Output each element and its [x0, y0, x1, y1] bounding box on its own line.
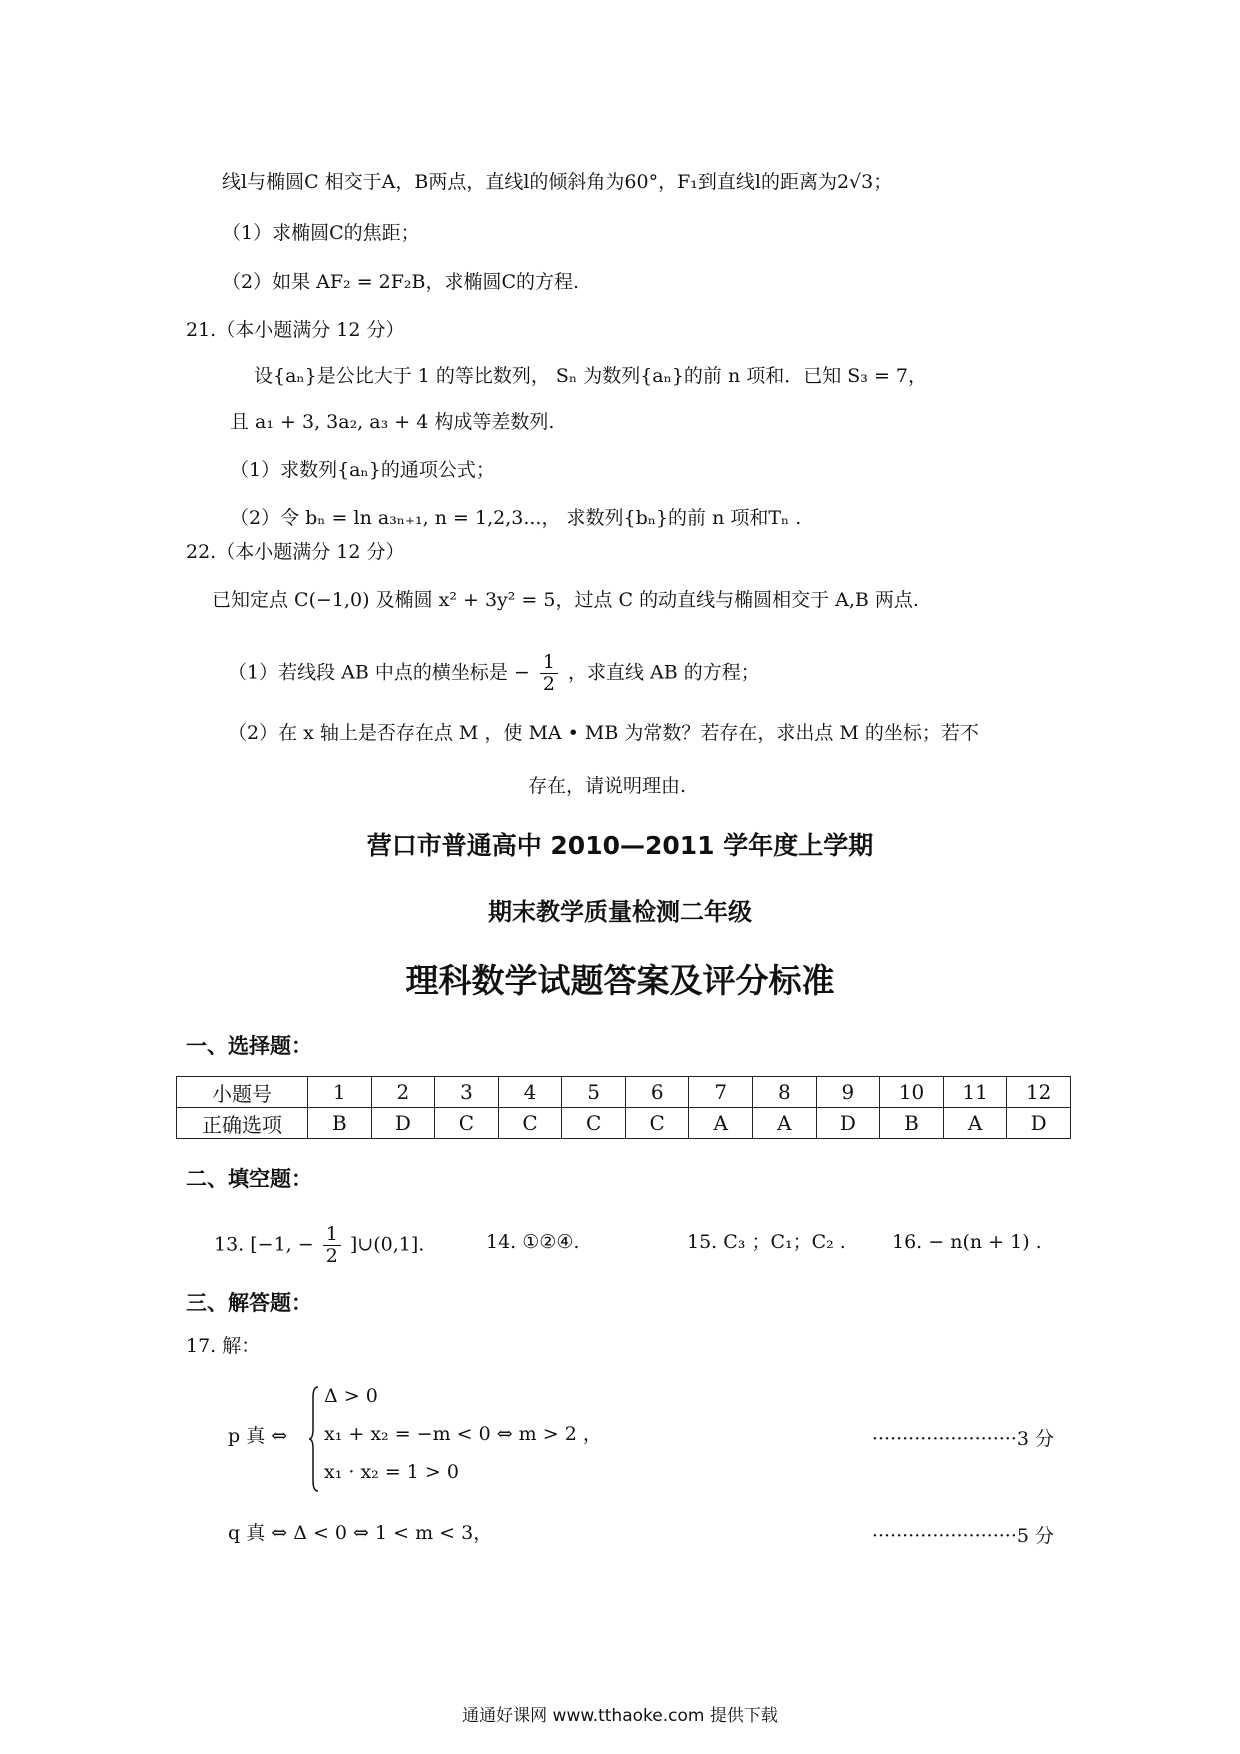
answer-choice: A — [943, 1108, 1007, 1139]
fraction-numerator: 1 — [323, 1224, 341, 1246]
section-choice-heading: 一、选择题： — [186, 1034, 312, 1058]
q13-pre: 13. [−1, − — [214, 1233, 314, 1256]
question-number: 10 — [880, 1077, 944, 1108]
question-number: 2 — [371, 1077, 435, 1108]
answer-choice: A — [689, 1108, 753, 1139]
q22-part2: （2）在 x 轴上是否存在点 M ，使 MA • MB 为常数？若存在，求出点 M 的坐标；若不 — [228, 722, 979, 744]
question-number: 7 — [689, 1077, 753, 1108]
section-fill-heading: 二、填空题： — [186, 1167, 312, 1191]
fraction-denominator: 2 — [542, 672, 555, 695]
question-number: 3 — [435, 1077, 499, 1108]
question-number: 6 — [625, 1077, 689, 1108]
question-number: 1 — [308, 1077, 372, 1108]
answer-choice: C — [498, 1108, 562, 1139]
answer-title-line3: 理科数学试题答案及评分标准 — [405, 961, 835, 1000]
q22-part1-post: ，求直线 AB 的方程； — [568, 661, 760, 684]
question-number: 4 — [498, 1077, 562, 1108]
table-row-label: 正确选项 — [177, 1108, 308, 1139]
q22-part1-pre: （1）若线段 AB 中点的横坐标是 − — [228, 661, 530, 684]
question-number: 12 — [1007, 1077, 1071, 1108]
q20-part1: （1）求椭圆C的焦距； — [222, 222, 420, 244]
q21-line2: 且 a₁ + 3, 3a₂, a₃ + 4 构成等差数列. — [230, 411, 555, 433]
fill-answer-14: 14. ①②④. — [486, 1231, 580, 1253]
table-row — [177, 1077, 1071, 1108]
fraction-denominator: 2 — [325, 1244, 338, 1267]
q21-part1: （1）求数列{aₙ}的通项公式； — [230, 459, 495, 481]
q21-title: 21.（本小题满分 12 分） — [186, 319, 405, 341]
question-number: 11 — [943, 1077, 1007, 1108]
answer-choice: C — [435, 1108, 499, 1139]
fill-answer-15: 15. C₃ ；C₁；C₂ . — [687, 1231, 846, 1253]
q17-q-score: ························5 分 — [871, 1525, 1054, 1547]
q17-case1: Δ > 0 — [324, 1385, 378, 1407]
answer-title-line1: 营口市普通高中 2010—2011 学年度上学期 — [366, 831, 874, 860]
fill-answer-16: 16. − n(n + 1) . — [892, 1231, 1042, 1253]
answer-choice: D — [816, 1108, 880, 1139]
question-number: 8 — [753, 1077, 817, 1108]
table-row — [177, 1108, 1071, 1139]
question-number: 5 — [562, 1077, 626, 1108]
fraction — [323, 1224, 341, 1267]
q21-line1: 设{aₙ}是公比大于 1 的等比数列， Sₙ 为数列{aₙ}的前 n 项和．已知 S₃ = 7， — [254, 365, 928, 387]
q17-q-line: q 真 ⇔ Δ < 0 ⇔ 1 < m < 3， — [228, 1522, 493, 1544]
answer-choice: A — [753, 1108, 817, 1139]
left-brace-icon — [309, 1385, 319, 1493]
fill-answer-13 — [214, 1224, 424, 1267]
q17-case2: x₁ + x₂ = −m < 0 ⇔ m > 2 ， — [324, 1423, 602, 1445]
q22-title: 22.（本小题满分 12 分） — [186, 541, 405, 563]
section-solution-heading: 三、解答题： — [186, 1291, 312, 1315]
answer-choice: C — [562, 1108, 626, 1139]
q17-p-score: ························3 分 — [871, 1428, 1054, 1450]
q22-part2-cont: 存在，请说明理由. — [528, 775, 687, 797]
q13-post: ]∪(0,1]. — [349, 1233, 425, 1256]
answer-choice: B — [308, 1108, 372, 1139]
answer-choice: C — [625, 1108, 689, 1139]
answer-choice: B — [880, 1108, 944, 1139]
q20-intro: 线l与椭圆C 相交于A，B两点，直线l的倾斜角为60°，F₁到直线l的距离为2√3； — [222, 171, 893, 193]
q20-part2: （2）如果 AF₂ = 2F₂B，求椭圆C的方程. — [222, 271, 580, 293]
q22-part1 — [228, 652, 760, 695]
fraction-numerator: 1 — [540, 652, 558, 674]
answer-title-line2: 期末教学质量检测二年级 — [488, 898, 752, 926]
question-number: 9 — [816, 1077, 880, 1108]
answer-choice: D — [1007, 1108, 1071, 1139]
q21-part2: （2）令 bₙ = ln a₃ₙ₊₁, n = 1,2,3...， 求数列{bₙ}的前 n 项和Tₙ . — [230, 507, 802, 529]
page-footer: 通通好课网 www.tthaoke.com 提供下载 — [462, 1706, 778, 1726]
choice-answer-table — [176, 1076, 1071, 1139]
table-row-label: 小题号 — [177, 1077, 308, 1108]
q17-label: 17. 解： — [186, 1335, 261, 1357]
q17-p-label: p 真 ⇔ — [228, 1425, 288, 1447]
fraction — [540, 652, 558, 695]
q17-case3: x₁ · x₂ = 1 > 0 — [324, 1461, 459, 1483]
q22-line1: 已知定点 C(−1,0) 及椭圆 x² + 3y² = 5，过点 C 的动直线与椭圆相交于 A,B 两点. — [212, 589, 919, 611]
answer-choice: D — [371, 1108, 435, 1139]
